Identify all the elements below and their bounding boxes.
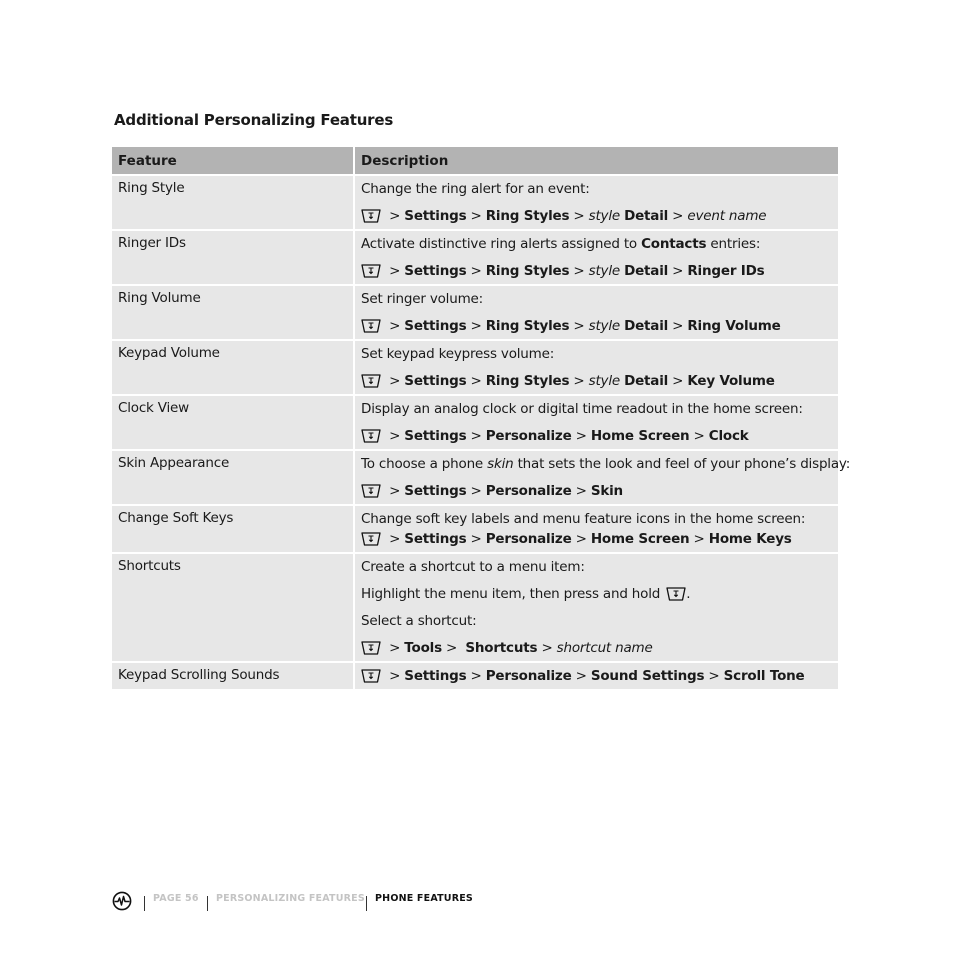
text-fragment: >: [668, 208, 688, 224]
menu-path: [361, 317, 832, 335]
menu-item-label: Settings: [404, 483, 467, 499]
description-text: [361, 400, 832, 427]
menu-path: [361, 482, 832, 500]
feature-description: [353, 176, 838, 229]
text-fragment: Change the ring alert for an event:: [361, 181, 590, 197]
menu-key-icon: [361, 374, 381, 388]
menu-item-label: Settings: [404, 263, 467, 279]
feature-description: [353, 286, 838, 339]
feature-description: [353, 341, 838, 394]
menu-item-label: Detail: [624, 318, 669, 334]
menu-item-label: Personalize: [485, 531, 572, 547]
menu-item-label: Key Volume: [687, 373, 775, 389]
menu-item-label: Settings: [404, 208, 467, 224]
text-fragment: >: [668, 373, 688, 389]
text-fragment: To choose a phone: [361, 456, 488, 472]
menu-key-icon: [361, 264, 381, 278]
menu-item-label: Detail: [624, 263, 669, 279]
text-fragment: >: [668, 318, 688, 334]
text-fragment: Set keypad keypress volume:: [361, 346, 555, 362]
table-row: [112, 451, 838, 504]
text-fragment: >: [385, 668, 405, 684]
menu-item-label: Ring Styles: [485, 318, 570, 334]
text-fragment: Create a shortcut to a menu item:: [361, 559, 585, 575]
menu-key-icon: [361, 532, 381, 546]
menu-item-label: Detail: [624, 373, 669, 389]
feature-name: Shortcuts: [112, 554, 353, 661]
description-text: [361, 180, 832, 207]
feature-name: Ring Volume: [112, 286, 353, 339]
text-fragment: >: [668, 263, 688, 279]
menu-path: [361, 427, 832, 445]
text-fragment: >: [385, 531, 405, 547]
menu-item-label: Settings: [404, 668, 467, 684]
feature-description: [353, 506, 838, 552]
menu-item-label: Ring Styles: [485, 263, 570, 279]
feature-name: Ring Style: [112, 176, 353, 229]
menu-item-label: Personalize: [485, 483, 572, 499]
menu-key-icon: [361, 484, 381, 498]
text-fragment: >: [537, 640, 557, 656]
feature-description: [353, 231, 838, 284]
feature-description: [353, 396, 838, 449]
text-fragment: >: [385, 640, 405, 656]
text-fragment: >: [385, 208, 405, 224]
text-fragment: >: [466, 668, 486, 684]
text-fragment: >: [466, 531, 486, 547]
menu-key-icon: [361, 429, 381, 443]
table-row: [112, 396, 838, 449]
menu-item-label: Home Screen: [590, 428, 690, 444]
description-text: [361, 585, 832, 612]
menu-key-icon: [361, 319, 381, 333]
menu-item-label: Detail: [624, 208, 669, 224]
text-fragment: >: [466, 428, 486, 444]
menu-path: [361, 262, 832, 280]
text-fragment: >: [441, 640, 466, 656]
feature-name: Keypad Volume: [112, 341, 353, 394]
menu-item-label: Skin: [590, 483, 623, 499]
text-fragment: >: [569, 318, 589, 334]
text-fragment: style: [588, 208, 620, 224]
menu-item-label: Settings: [404, 428, 467, 444]
table-row: [112, 231, 838, 284]
feature-name: Skin Appearance: [112, 451, 353, 504]
text-fragment: >: [689, 428, 709, 444]
text-fragment: >: [466, 263, 486, 279]
text-fragment: .: [686, 586, 691, 602]
text-fragment: style: [588, 373, 620, 389]
menu-item-label: Scroll Tone: [723, 668, 805, 684]
menu-item-label: Home Screen: [590, 531, 690, 547]
feature-name: Clock View: [112, 396, 353, 449]
section-title: Additional Personalizing Features: [114, 111, 394, 129]
description-text: [361, 558, 832, 585]
menu-path: [361, 207, 832, 225]
features-table: [112, 145, 851, 691]
menu-item-label: Settings: [404, 373, 467, 389]
column-header-description: Description: [353, 147, 838, 174]
description-text: [361, 235, 832, 262]
menu-item-label: Shortcuts: [465, 640, 538, 656]
footer-divider: [366, 896, 367, 911]
text-fragment: >: [571, 531, 591, 547]
menu-item-label: Ringer IDs: [687, 263, 765, 279]
text-fragment: >: [385, 263, 405, 279]
description-text: [361, 290, 832, 317]
feature-name: Change Soft Keys: [112, 506, 353, 552]
menu-path: [361, 667, 832, 685]
menu-key-icon: [666, 587, 686, 601]
menu-key-icon: [361, 641, 381, 655]
menu-item-label: Settings: [404, 531, 467, 547]
text-fragment: >: [385, 428, 405, 444]
description-text: [361, 510, 832, 530]
feature-description: [353, 554, 838, 661]
footer-divider: [144, 896, 145, 911]
text-fragment: >: [569, 373, 589, 389]
text-fragment: >: [571, 428, 591, 444]
menu-item-label: Home Keys: [708, 531, 792, 547]
menu-item-label: Personalize: [485, 428, 572, 444]
menu-item-label: Personalize: [485, 668, 572, 684]
description-text: [361, 455, 851, 482]
footer-divider: [207, 896, 208, 911]
footer-chapter: PHONE FEATURES: [375, 893, 473, 904]
text-fragment: >: [569, 208, 589, 224]
menu-item-label: Contacts: [641, 236, 707, 252]
menu-key-icon: [361, 209, 381, 223]
table-row: [112, 506, 838, 552]
menu-item-label: Clock: [708, 428, 749, 444]
text-fragment: Highlight the menu item, then press and hold: [361, 586, 665, 602]
text-fragment: style: [588, 263, 620, 279]
menu-item-label: Sound Settings: [590, 668, 705, 684]
text-fragment: entries:: [706, 236, 761, 252]
feature-description: [353, 451, 851, 504]
menu-item-label: Ring Styles: [485, 208, 570, 224]
text-fragment: Activate distinctive ring alerts assigned to: [361, 236, 642, 252]
feature-name: Keypad Scrolling Sounds: [112, 663, 353, 689]
menu-path: [361, 372, 832, 390]
footer-section: PERSONALIZING FEATURES: [216, 893, 365, 904]
text-fragment: >: [385, 483, 405, 499]
description-text: [361, 612, 832, 639]
menu-item-label: Ring Styles: [485, 373, 570, 389]
menu-item-label: Ring Volume: [687, 318, 781, 334]
text-fragment: >: [466, 373, 486, 389]
text-fragment: skin: [487, 456, 514, 472]
text-fragment: Display an analog clock or digital time readout in the home screen:: [361, 401, 803, 417]
text-fragment: >: [571, 483, 591, 499]
text-fragment: >: [689, 531, 709, 547]
footer-page-number: PAGE 56: [153, 893, 199, 904]
table-header-row: [112, 147, 838, 174]
description-text: [361, 345, 832, 372]
menu-path: [361, 530, 832, 548]
text-fragment: Change soft key labels and menu feature icons in the home screen:: [361, 511, 806, 527]
text-fragment: event name: [687, 208, 767, 224]
menu-key-icon: [361, 669, 381, 683]
text-fragment: Set ringer volume:: [361, 291, 483, 307]
text-fragment: >: [704, 668, 724, 684]
text-fragment: style: [588, 318, 620, 334]
feature-description: [353, 663, 838, 689]
table-row: [112, 554, 838, 661]
table-row: [112, 341, 838, 394]
text-fragment: shortcut name: [556, 640, 653, 656]
page-footer: [112, 890, 712, 912]
table-row: [112, 176, 838, 229]
text-fragment: >: [569, 263, 589, 279]
menu-path: [361, 639, 832, 657]
menu-item-label: Settings: [404, 318, 467, 334]
text-fragment: >: [466, 208, 486, 224]
text-fragment: >: [466, 483, 486, 499]
menu-item-label: Tools: [404, 640, 442, 656]
heartbeat-logo-icon: [112, 891, 132, 911]
text-fragment: >: [571, 668, 591, 684]
table-row: [112, 663, 838, 689]
text-fragment: >: [385, 318, 405, 334]
column-header-feature: Feature: [112, 147, 353, 174]
text-fragment: >: [385, 373, 405, 389]
text-fragment: that sets the look and feel of your phone’s display:: [513, 456, 851, 472]
table-row: [112, 286, 838, 339]
feature-name: Ringer IDs: [112, 231, 353, 284]
text-fragment: Select a shortcut:: [361, 613, 477, 629]
text-fragment: >: [466, 318, 486, 334]
